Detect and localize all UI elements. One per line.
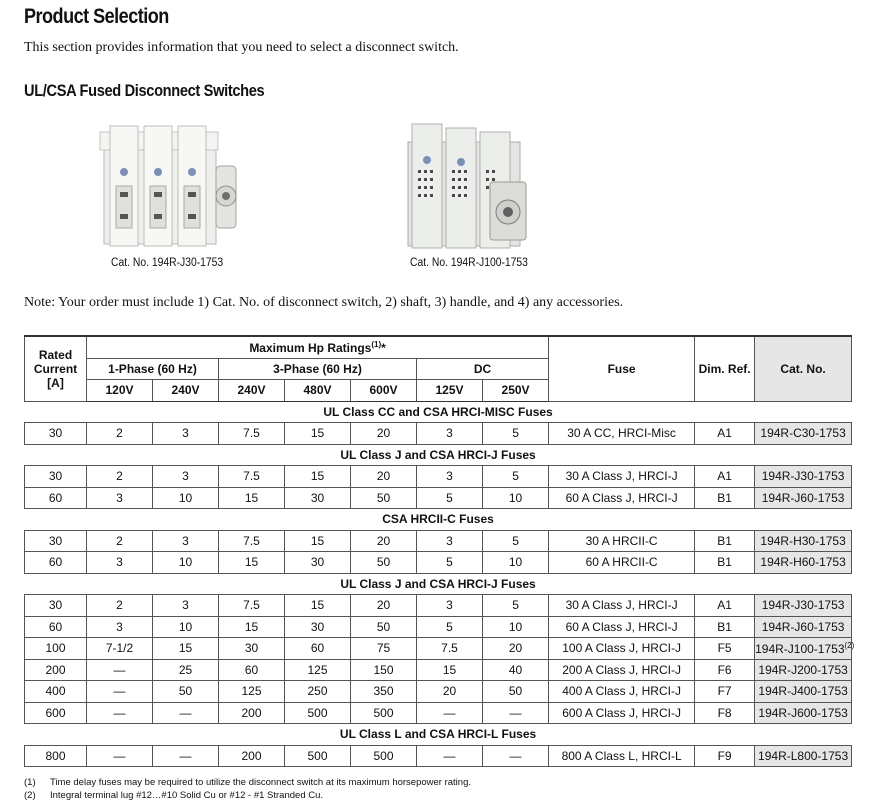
cell-cat-no — [755, 616, 852, 638]
group-title: UL Class J and CSA HRCI-J Fuses — [25, 444, 852, 466]
cell-dc-125v: 15 — [417, 659, 483, 681]
table-body — [25, 401, 855, 767]
section-title: UL/CSA Fused Disconnect Switches — [24, 81, 265, 100]
cell-dc-250v: 10 — [483, 552, 549, 574]
header-max-hp: Maximum Hp Ratings$^{(1)}$* — [87, 336, 549, 358]
cat-no-text: 194R-H30-1753 — [760, 533, 846, 548]
cell-rated-current: 60 — [25, 616, 87, 638]
cell-3ph-600v: 500 — [351, 702, 417, 724]
cat-no-text: 194R-J400-1753 — [758, 684, 848, 699]
group-header-row — [25, 573, 852, 595]
cell-rated-current: 60 — [25, 487, 87, 509]
table-row — [25, 530, 852, 552]
cell-3ph-480v: 500 — [285, 702, 351, 724]
cell-dim-ref: A1 — [695, 595, 755, 617]
page-title: Product Selection — [24, 5, 169, 28]
table-row — [25, 702, 852, 724]
cell-fuse: 60 A Class J, HRCI-J — [549, 487, 695, 509]
cell-dc-250v: 20 — [483, 638, 549, 660]
disconnect-switch-100a-image — [406, 124, 531, 252]
cell-fuse: 400 A Class J, HRCI-J — [549, 681, 695, 703]
header-voltage: 240V — [153, 380, 219, 402]
cell-cat-no — [755, 638, 855, 660]
table-row — [25, 659, 852, 681]
group-header-row — [25, 444, 852, 466]
cell-dim-ref: A1 — [695, 466, 755, 488]
cell-dc-125v: 7.5 — [417, 638, 483, 660]
cat-no-text: 194R-J30-1753 — [761, 598, 845, 613]
cat-no-text: 194R-J200-1753 — [758, 662, 848, 677]
group-header-row — [25, 401, 852, 423]
cell-rated-current: 800 — [25, 745, 87, 767]
cell-rated-current: 60 — [25, 552, 87, 574]
cell-1ph-120v: — — [87, 681, 153, 703]
cell-1ph-240v: 3 — [153, 466, 219, 488]
cell-cat-no — [755, 487, 852, 509]
group-title: UL Class J and CSA HRCI-J Fuses — [25, 573, 852, 595]
group-header-row — [25, 724, 852, 746]
cell-dc-250v: 50 — [483, 681, 549, 703]
group-title: UL Class L and CSA HRCI-L Fuses — [25, 724, 852, 746]
cell-3ph-600v: 50 — [351, 487, 417, 509]
group-title: UL Class CC and CSA HRCI-MISC Fuses — [25, 401, 852, 423]
cell-1ph-120v: 3 — [87, 487, 153, 509]
cell-3ph-240v: 15 — [219, 616, 285, 638]
cell-3ph-240v: 7.5 — [219, 423, 285, 445]
cell-1ph-120v: 2 — [87, 466, 153, 488]
cell-cat-no — [755, 466, 852, 488]
header-dim-ref: Dim. Ref. — [695, 336, 755, 401]
cell-1ph-120v: 2 — [87, 530, 153, 552]
cell-3ph-480v: 250 — [285, 681, 351, 703]
cell-fuse: 30 A HRCII-C — [549, 530, 695, 552]
cell-rated-current: 30 — [25, 595, 87, 617]
cell-dc-250v: 10 — [483, 487, 549, 509]
cell-1ph-120v: 2 — [87, 595, 153, 617]
cat-no-text: 194R-J600-1753 — [758, 705, 848, 720]
cell-3ph-480v: 500 — [285, 745, 351, 767]
cell-1ph-240v: 3 — [153, 595, 219, 617]
header-1-phase: 1-Phase (60 Hz) — [87, 358, 219, 380]
table-row — [25, 638, 852, 660]
cell-cat-no — [755, 530, 852, 552]
cell-1ph-120v: 3 — [87, 616, 153, 638]
cell-dim-ref: F8 — [695, 702, 755, 724]
cell-dc-125v: — — [417, 702, 483, 724]
cell-dc-125v: 3 — [417, 595, 483, 617]
cell-1ph-240v: 15 — [153, 638, 219, 660]
cell-dim-ref: B1 — [695, 552, 755, 574]
cell-3ph-600v: 20 — [351, 530, 417, 552]
header-voltage: 125V — [417, 380, 483, 402]
cell-cat-no — [755, 659, 852, 681]
cell-fuse: 30 A Class J, HRCI-J — [549, 466, 695, 488]
cell-3ph-240v: 7.5 — [219, 466, 285, 488]
cell-3ph-480v: 125 — [285, 659, 351, 681]
cell-1ph-120v: 2 — [87, 423, 153, 445]
cell-3ph-480v: 30 — [285, 487, 351, 509]
cell-dc-250v: 5 — [483, 595, 549, 617]
cell-dim-ref: F7 — [695, 681, 755, 703]
cell-3ph-600v: 20 — [351, 595, 417, 617]
cell-3ph-600v: 75 — [351, 638, 417, 660]
cell-1ph-240v: 3 — [153, 423, 219, 445]
table-row — [25, 595, 852, 617]
cell-fuse: 60 A Class J, HRCI-J — [549, 616, 695, 638]
table-row — [25, 616, 852, 638]
header-3-phase: 3-Phase (60 Hz) — [219, 358, 417, 380]
cell-1ph-240v: — — [153, 702, 219, 724]
header-cat-no: Cat. No. — [755, 336, 852, 401]
header-rated-current: Rated Current [A] — [25, 336, 87, 401]
cell-rated-current: 30 — [25, 423, 87, 445]
cell-dc-250v: 5 — [483, 423, 549, 445]
table-row — [25, 466, 852, 488]
cell-rated-current: 100 — [25, 638, 87, 660]
cell-3ph-240v: 125 — [219, 681, 285, 703]
cat-no-text: 194R-H60-1753 — [760, 555, 846, 570]
group-header-row — [25, 509, 852, 531]
cell-3ph-240v: 15 — [219, 552, 285, 574]
cat-no-text: 194R-L800-1753 — [758, 748, 849, 763]
cell-1ph-240v: 50 — [153, 681, 219, 703]
cell-fuse: 30 A Class J, HRCI-J — [549, 595, 695, 617]
cell-dc-125v: 3 — [417, 530, 483, 552]
cat-no-text: 194R-J100-1753 — [755, 641, 845, 656]
cell-3ph-480v: 15 — [285, 530, 351, 552]
cell-3ph-480v: 15 — [285, 595, 351, 617]
cell-1ph-240v: 3 — [153, 530, 219, 552]
header-voltage: 120V — [87, 380, 153, 402]
cell-fuse: 30 A CC, HRCI-Misc — [549, 423, 695, 445]
header-voltage: 600V — [351, 380, 417, 402]
cell-dc-125v: 3 — [417, 423, 483, 445]
cell-dim-ref: B1 — [695, 487, 755, 509]
header-voltage: 250V — [483, 380, 549, 402]
cell-3ph-240v: 60 — [219, 659, 285, 681]
table-row — [25, 681, 852, 703]
cell-dc-125v: 3 — [417, 466, 483, 488]
cell-fuse: 200 A Class J, HRCI-J — [549, 659, 695, 681]
header-dc: DC — [417, 358, 549, 380]
cell-cat-no — [755, 552, 852, 574]
cell-1ph-120v: — — [87, 702, 153, 724]
cell-3ph-240v: 200 — [219, 702, 285, 724]
cell-fuse: 800 A Class L, HRCI-L — [549, 745, 695, 767]
cell-dc-250v: 10 — [483, 616, 549, 638]
cell-fuse: 60 A HRCII-C — [549, 552, 695, 574]
cell-3ph-480v: 15 — [285, 423, 351, 445]
product-selection-table — [24, 335, 855, 767]
cell-dc-250v: 5 — [483, 466, 549, 488]
cell-3ph-600v: 350 — [351, 681, 417, 703]
cell-cat-no — [755, 745, 852, 767]
cell-3ph-240v: 30 — [219, 638, 285, 660]
cell-cat-no — [755, 681, 852, 703]
cell-dim-ref: F5 — [695, 638, 755, 660]
cell-1ph-240v: — — [153, 745, 219, 767]
cell-dc-250v: — — [483, 702, 549, 724]
cell-dc-125v: 5 — [417, 487, 483, 509]
header-voltage: 480V — [285, 380, 351, 402]
cell-3ph-480v: 30 — [285, 552, 351, 574]
cell-3ph-240v: 7.5 — [219, 530, 285, 552]
cell-3ph-600v: 150 — [351, 659, 417, 681]
cell-1ph-120v: 7-1/2 — [87, 638, 153, 660]
cell-rated-current: 200 — [25, 659, 87, 681]
table-row — [25, 745, 852, 767]
footnotes — [24, 776, 471, 802]
disconnect-switch-30a-image — [100, 126, 250, 251]
table-row — [25, 423, 852, 445]
cell-dc-250v: 5 — [483, 530, 549, 552]
cell-3ph-600v: 20 — [351, 466, 417, 488]
footnote: (1) Time delay fuses may be required to utilize the disconnect switch at its maximum horsepower rating. — [24, 777, 471, 788]
cell-cat-no — [755, 702, 852, 724]
cell-dc-250v: 40 — [483, 659, 549, 681]
footnote: (2) Integral terminal lug #12…#10 Solid Cu or #12 - #1 Stranded Cu. — [24, 790, 324, 801]
cell-3ph-600v: 500 — [351, 745, 417, 767]
cell-3ph-240v: 15 — [219, 487, 285, 509]
order-note: Note: Your order must include 1) Cat. No. of disconnect switch, 2) shaft, 3) handle, and 4) any accessories. — [24, 295, 624, 310]
intro-text: This section provides information that you need to select a disconnect switch. — [24, 40, 459, 55]
cell-cat-no — [755, 423, 852, 445]
cell-rated-current: 400 — [25, 681, 87, 703]
cell-1ph-240v: 10 — [153, 552, 219, 574]
cell-3ph-240v: 7.5 — [219, 595, 285, 617]
cell-3ph-480v: 30 — [285, 616, 351, 638]
cell-rated-current: 30 — [25, 530, 87, 552]
cell-fuse: 100 A Class J, HRCI-J — [549, 638, 695, 660]
cell-3ph-600v: 20 — [351, 423, 417, 445]
cell-1ph-120v: — — [87, 659, 153, 681]
cell-dim-ref: F9 — [695, 745, 755, 767]
cell-dim-ref: B1 — [695, 530, 755, 552]
table-row — [25, 552, 852, 574]
cell-fuse: 600 A Class J, HRCI-J — [549, 702, 695, 724]
header-voltage: 240V — [219, 380, 285, 402]
cell-dim-ref: B1 — [695, 616, 755, 638]
header-fuse: Fuse — [549, 336, 695, 401]
cell-1ph-120v: — — [87, 745, 153, 767]
cell-dim-ref: F6 — [695, 659, 755, 681]
cat-no-text: 194R-J30-1753 — [761, 469, 845, 484]
cell-3ph-600v: 50 — [351, 552, 417, 574]
cell-dc-125v: 5 — [417, 616, 483, 638]
cell-3ph-600v: 50 — [351, 616, 417, 638]
cat-no-text: 194R-C30-1753 — [760, 426, 846, 441]
cat-no-text: 194R-J60-1753 — [761, 490, 845, 505]
cell-dc-125v: 5 — [417, 552, 483, 574]
figure-caption-100a: Cat. No. 194R-J100-1753 — [410, 257, 528, 269]
figure-caption-30a: Cat. No. 194R-J30-1753 — [111, 257, 224, 269]
cell-1ph-120v: 3 — [87, 552, 153, 574]
table-row — [25, 487, 852, 509]
cell-3ph-480v: 60 — [285, 638, 351, 660]
cat-no-text: 194R-J60-1753 — [761, 619, 845, 634]
cell-dc-125v: 20 — [417, 681, 483, 703]
cell-3ph-480v: 15 — [285, 466, 351, 488]
cell-dim-ref: A1 — [695, 423, 755, 445]
cell-rated-current: 600 — [25, 702, 87, 724]
footnote-ref: (2) — [844, 640, 855, 650]
cell-1ph-240v: 10 — [153, 487, 219, 509]
cell-dc-125v: — — [417, 745, 483, 767]
cell-cat-no — [755, 595, 852, 617]
cell-3ph-240v: 200 — [219, 745, 285, 767]
group-title: CSA HRCII-C Fuses — [25, 509, 852, 531]
cell-dc-250v: — — [483, 745, 549, 767]
cell-1ph-240v: 10 — [153, 616, 219, 638]
cell-1ph-240v: 25 — [153, 659, 219, 681]
cell-rated-current: 30 — [25, 466, 87, 488]
